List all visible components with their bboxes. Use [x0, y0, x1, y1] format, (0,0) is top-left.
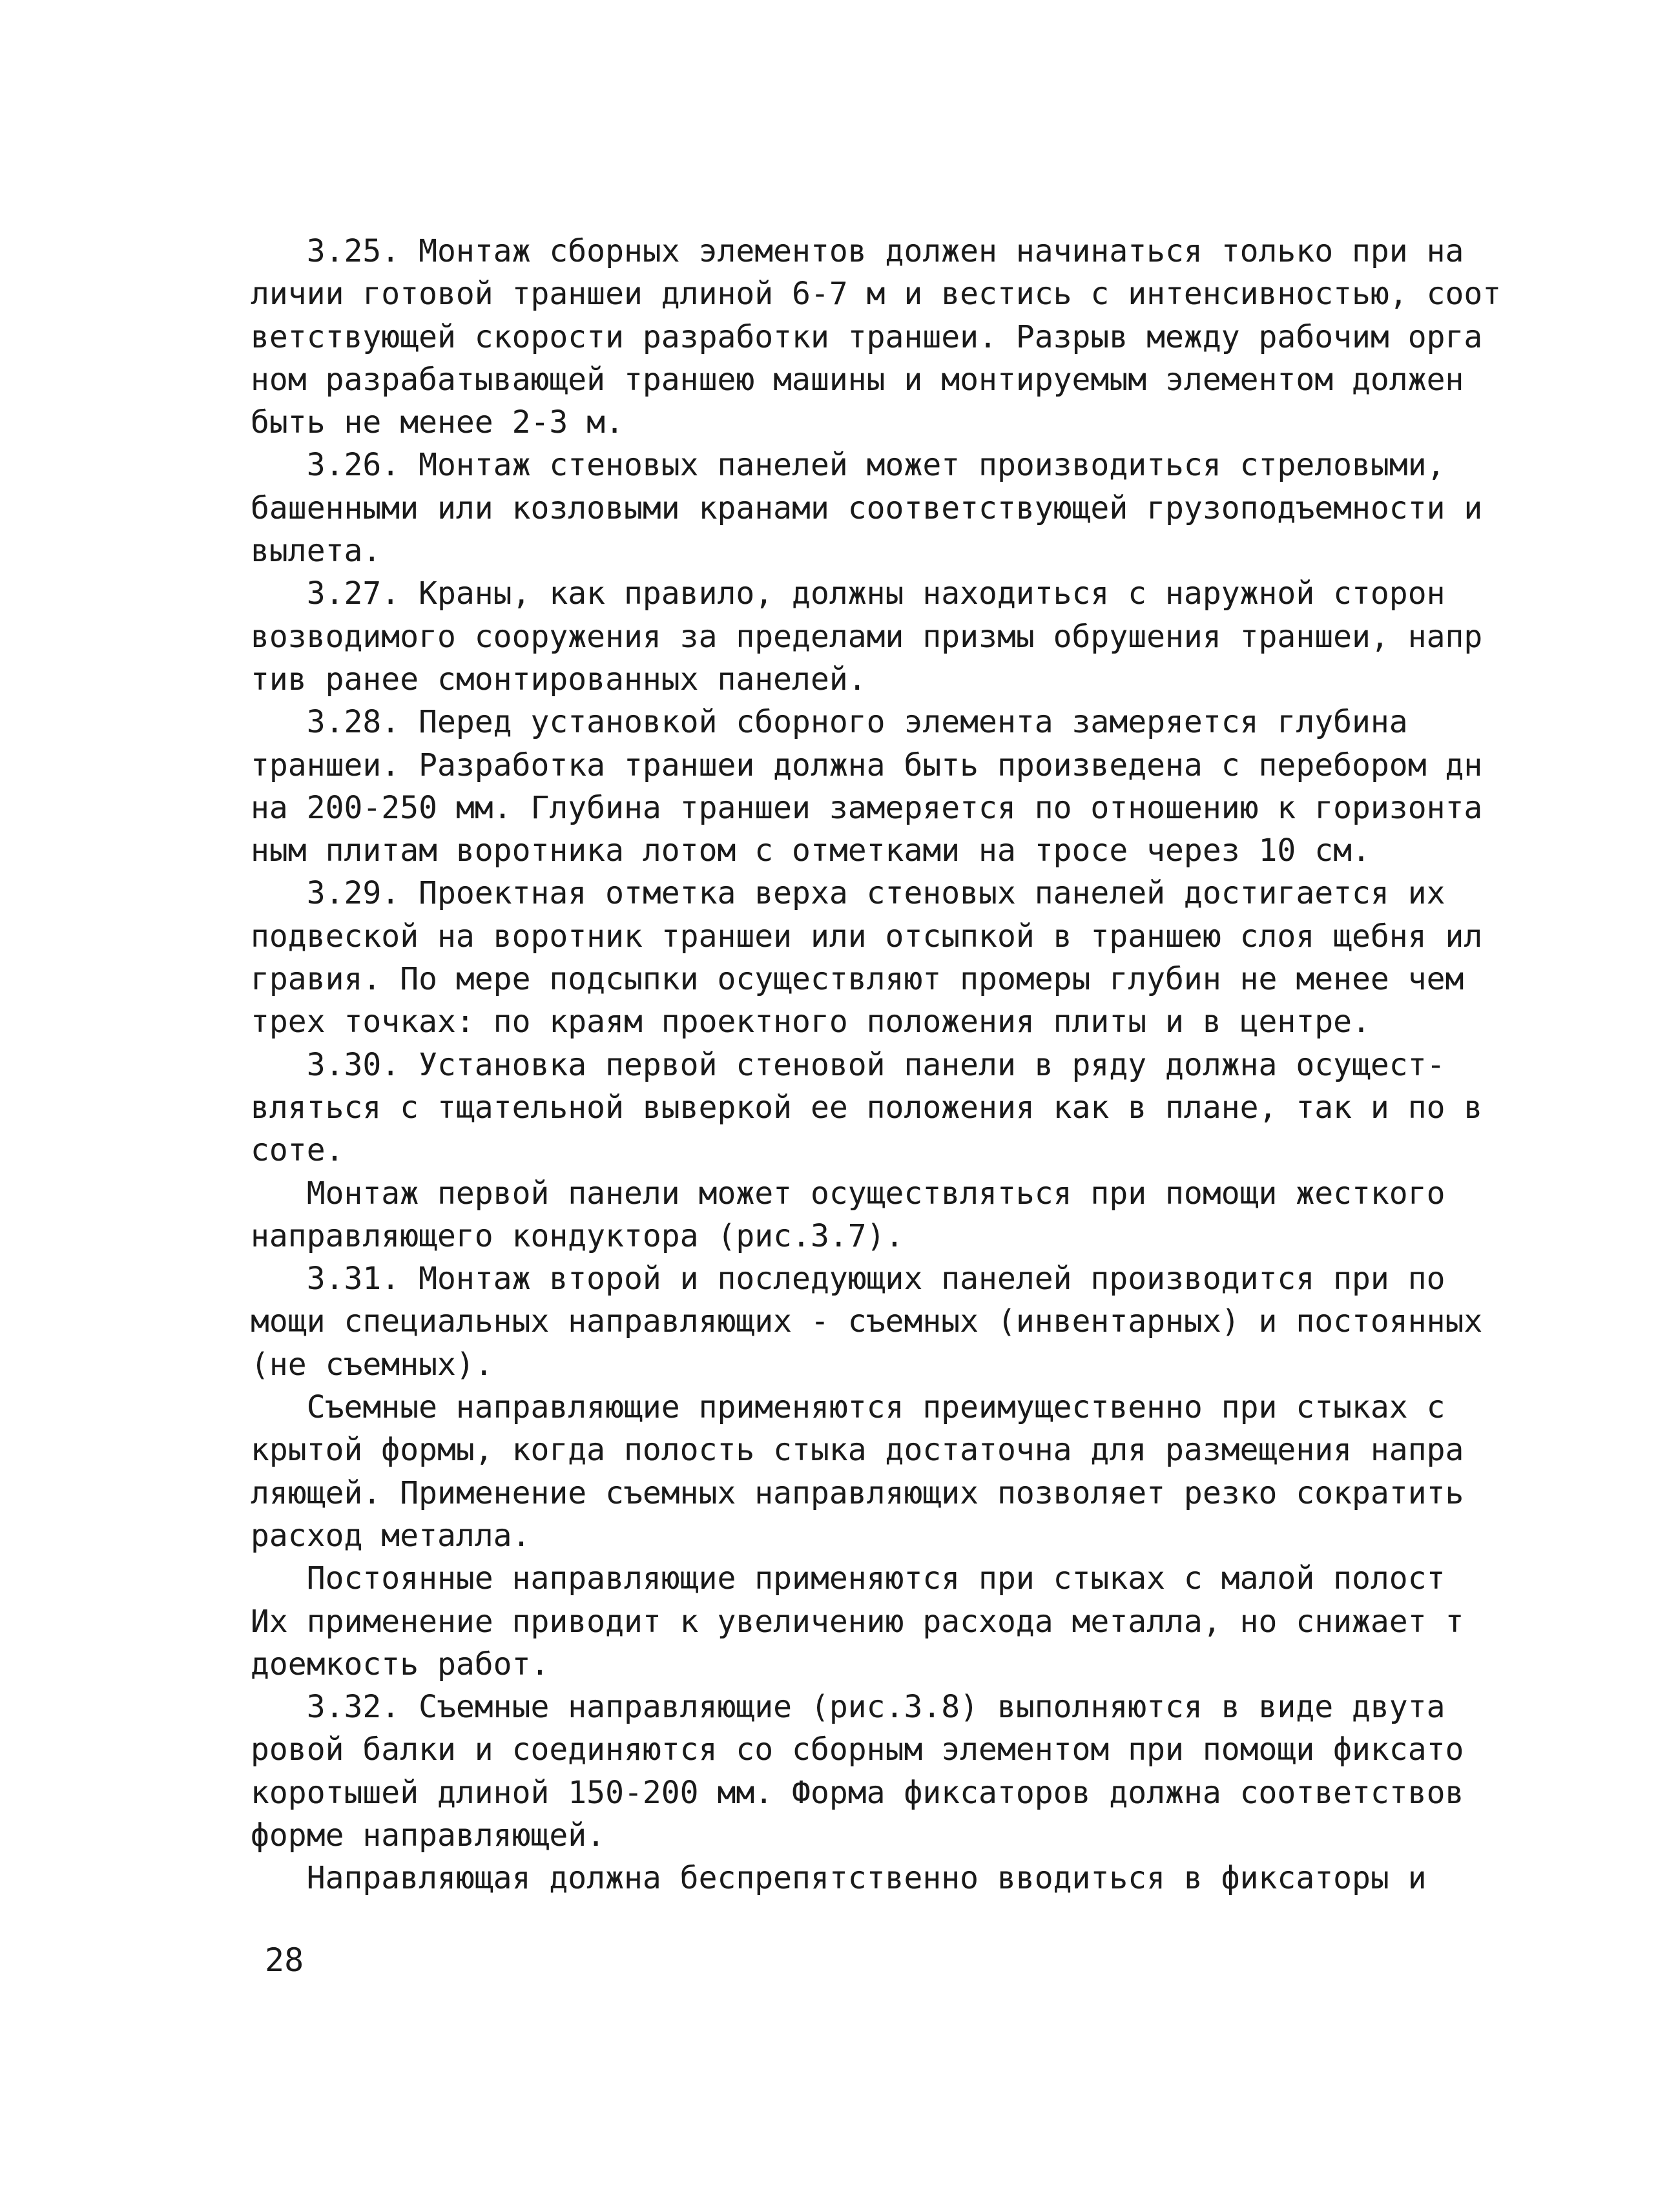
text-line: 3.31. Монтаж второй и последующих панелей производится при по	[251, 1261, 1445, 1297]
text-line: ветствующей скорости разработки траншеи. Разрыв между рабочим орга	[251, 318, 1483, 355]
text-line: Направляющая должна беспрепятственно вводиться в фиксаторы и	[251, 1860, 1427, 1897]
text-line: 3.30. Установка первой стеновой панели в ряду должна осущест-	[251, 1046, 1445, 1083]
text-line: траншеи. Разработка траншеи должна быть произведена с перебором дн	[251, 747, 1483, 783]
text-line: 3.26. Монтаж стеновых панелей может производиться стреловыми,	[251, 447, 1445, 484]
body-text	[251, 230, 1502, 1900]
text-line: гравия. По мере подсыпки осуществляют промеры глубин не менее чем	[251, 961, 1464, 998]
text-line: 3.27. Краны, как правило, должны находиться с наружной сторон	[251, 575, 1445, 612]
text-line: тив ранее смонтированных панелей.	[251, 661, 867, 698]
text-line: мощи специальных направляющих - съемных (инвентарных) и постоянных	[251, 1303, 1483, 1340]
text-line: 3.28. Перед установкой сборного элемента замеряется глубина	[251, 704, 1408, 741]
text-line: 3.25. Монтаж сборных элементов должен начинаться только при на	[251, 233, 1464, 269]
text-line: трех точках: по краям проектного положения плиты и в центре.	[251, 1004, 1371, 1040]
text-line: доемкость работ.	[251, 1646, 550, 1682]
text-line: форме направляющей.	[251, 1817, 606, 1854]
text-line: 3.32. Съемные направляющие (рис.3.8) выполняются в виде двута	[251, 1689, 1445, 1726]
text-line: Их применение приводит к увеличению расхода металла, но снижает т	[251, 1603, 1464, 1640]
text-line: возводимого сооружения за пределами призмы обрушения траншеи, напр	[251, 618, 1483, 655]
text-line: ном разрабатывающей траншею машины и монтируемым элементом должен	[251, 361, 1464, 398]
text-line: ляющей. Применение съемных направляющих позволяет резко сократить	[251, 1474, 1464, 1511]
text-line: направляющего кондуктора (рис.3.7).	[251, 1217, 904, 1254]
text-line: вляться с тщательной выверкой ее положения как в плане, так и по в	[251, 1089, 1483, 1126]
text-line: на 200-250 мм. Глубина траншеи замеряется по отношению к горизонта	[251, 789, 1483, 826]
text-line: башенными или козловыми кранами соответствующей грузоподъемности и	[251, 490, 1483, 526]
text-line: расход металла.	[251, 1517, 531, 1554]
text-line: соте.	[251, 1132, 344, 1169]
text-line: крытой формы, когда полость стыка достаточна для размещения напра	[251, 1432, 1464, 1469]
text-line: подвеской на воротник траншеи или отсыпкой в траншею слоя щебня ил	[251, 918, 1483, 955]
page-number: 28	[265, 1941, 304, 1979]
text-line: 3.29. Проектная отметка верха стеновых панелей достигается их	[251, 875, 1445, 912]
text-line: ровой балки и соединяются со сборным элементом при помощи фиксато	[251, 1731, 1464, 1768]
text-line: Монтаж первой панели может осуществляться при помощи жесткого	[251, 1175, 1445, 1212]
text-line: вылета.	[251, 533, 382, 570]
text-line: быть не менее 2-3 м.	[251, 404, 624, 441]
text-line: Съемные направляющие применяются преимущественно при стыках с	[251, 1389, 1445, 1426]
text-line: личии готовой траншеи длиной 6-7 м и вестись с интенсивностью, соот	[251, 276, 1502, 313]
text-line: ным плитам воротника лотом с отметками на тросе через 10 см.	[251, 832, 1371, 869]
text-line: коротышей длиной 150-200 мм. Форма фиксаторов должна соответствов	[251, 1774, 1464, 1811]
text-line: Постоянные направляющие применяются при стыках с малой полост	[251, 1560, 1445, 1597]
text-line: (не съемных).	[251, 1346, 493, 1383]
